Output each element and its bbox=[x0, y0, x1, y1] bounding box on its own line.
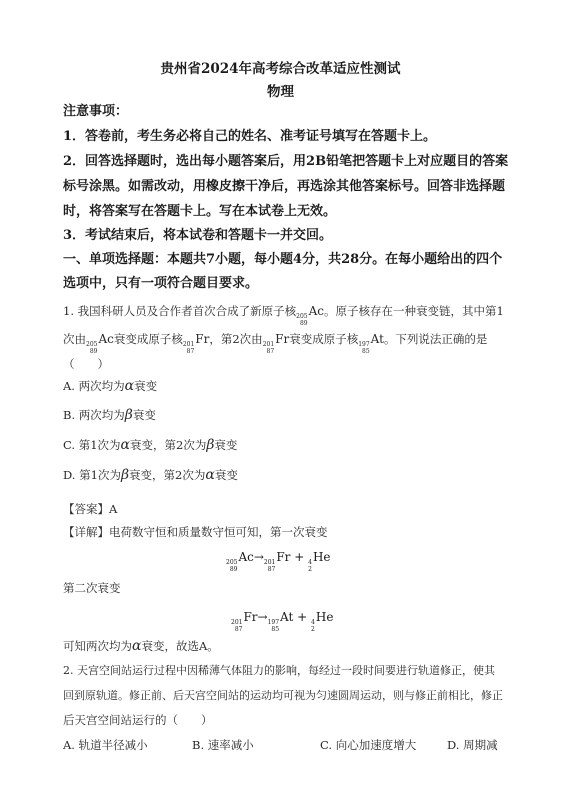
section-heading-line-1: 一、单项选择题：本题共7小题，每小题4分，共28分。在每小题给出的四个 bbox=[63, 252, 503, 267]
q2-option-b[interactable]: B. 速率减小 bbox=[192, 738, 254, 752]
q2-stem-line-3: 后天宫空间站运行的（ ） bbox=[63, 713, 213, 727]
alpha-symbol: α bbox=[132, 638, 142, 654]
nucleus-ac: 205 89 Ac bbox=[86, 332, 114, 355]
q2-option-a[interactable]: A. 轨道半径减小 bbox=[63, 738, 148, 752]
notice-item-2-line-3: 时，将答案写在答题卡上。写在本试卷上无效。 bbox=[63, 204, 337, 219]
q2-option-c[interactable]: C. 向心加速度增大 bbox=[320, 738, 417, 752]
q1-stem-line-2: 次由 205 89 Ac衰变成原子核 201 87 Fr，第2次由 201 87 Fr衰变成原子核 197 85 At。下列说法正确的是 bbox=[63, 332, 488, 355]
notice-item-3: 3．考试结束后，将本试卷和答题卡一并交回。 bbox=[63, 228, 333, 243]
alpha-symbol: α bbox=[124, 378, 135, 394]
nucleus-ac: 205 89 Ac bbox=[296, 304, 324, 327]
beta-symbol: β bbox=[124, 407, 133, 423]
exam-subject: 物理 bbox=[267, 84, 294, 100]
equation-decay-1: 205 89 Ac→ 201 87 Fr + 4 2 He bbox=[226, 550, 331, 573]
alpha-symbol: α bbox=[205, 467, 215, 483]
q1-option-c[interactable]: C. 第1次为α衰变，第2次为β衰变 bbox=[63, 437, 238, 453]
q1-option-a[interactable]: A. 两次均为α衰变 bbox=[63, 378, 158, 394]
beta-symbol: β bbox=[206, 437, 215, 453]
q1-conclusion: 可知两次均为α衰变，故选A。 bbox=[63, 638, 219, 654]
notice-item-1: 1．答卷前，考生务必将自己的姓名、准考证号填写在答题卡上。 bbox=[63, 129, 437, 144]
beta-symbol: β bbox=[120, 467, 130, 483]
q1-stem-line-1: 1. 我国科研人员及合作者首次合成了新原子核 205 89 Ac。原子核存在一种衰变链，其中第1 bbox=[63, 304, 504, 327]
notice-item-2-line-1: 2．回答选择题时，选出每小题答案后，用2B铅笔把答题卡上对应题目的答案 bbox=[63, 154, 509, 169]
q1-paren: （ ） bbox=[63, 357, 109, 371]
second-decay-label: 第二次衰变 bbox=[63, 581, 121, 595]
q1-answer: 【答案】A bbox=[63, 502, 118, 516]
nucleus-fr: 201 87 Fr bbox=[262, 332, 290, 355]
nucleus-at: 197 85 At bbox=[358, 332, 384, 355]
q1-option-d[interactable]: D. 第1次为β衰变，第2次为α衰变 bbox=[63, 467, 238, 483]
section-heading-line-2: 选项中，只有一项符合题目要求。 bbox=[63, 276, 259, 291]
q1-detail: 【详解】电荷数守恒和质量数守恒可知，第一次衰变 bbox=[63, 525, 328, 539]
equation-decay-2: 201 87 Fr→ 197 85 At + 4 2 He bbox=[231, 610, 334, 633]
q2-stem-line-1: 2. 天宫空间站运行过程中因稀薄气体阻力的影响，每经过一段时间要进行轨道修正，使其 bbox=[63, 664, 495, 677]
nucleus-fr: 201 87 Fr bbox=[182, 332, 210, 355]
notice-heading: 注意事项： bbox=[63, 104, 129, 119]
exam-title: 贵州省2024年高考综合改革适应性测试 bbox=[160, 61, 401, 77]
q1-option-b[interactable]: B. 两次均为β衰变 bbox=[63, 407, 156, 423]
q2-stem-line-2: 回到原轨道。修正前、后天宫空间站的运动均可视为匀速圆周运动，则与修正前相比，修正 bbox=[63, 689, 503, 702]
notice-item-2-line-2: 标号涂黑。如需改动，用橡皮擦干净后，再选涂其他答案标号。回答非选择题 bbox=[63, 179, 506, 194]
q1-stem-text: 1. 我国科研人员及合作者首次合成了新原子核 bbox=[63, 304, 297, 318]
alpha-symbol: α bbox=[120, 437, 130, 453]
q2-option-d[interactable]: D. 周期减 bbox=[447, 738, 498, 752]
